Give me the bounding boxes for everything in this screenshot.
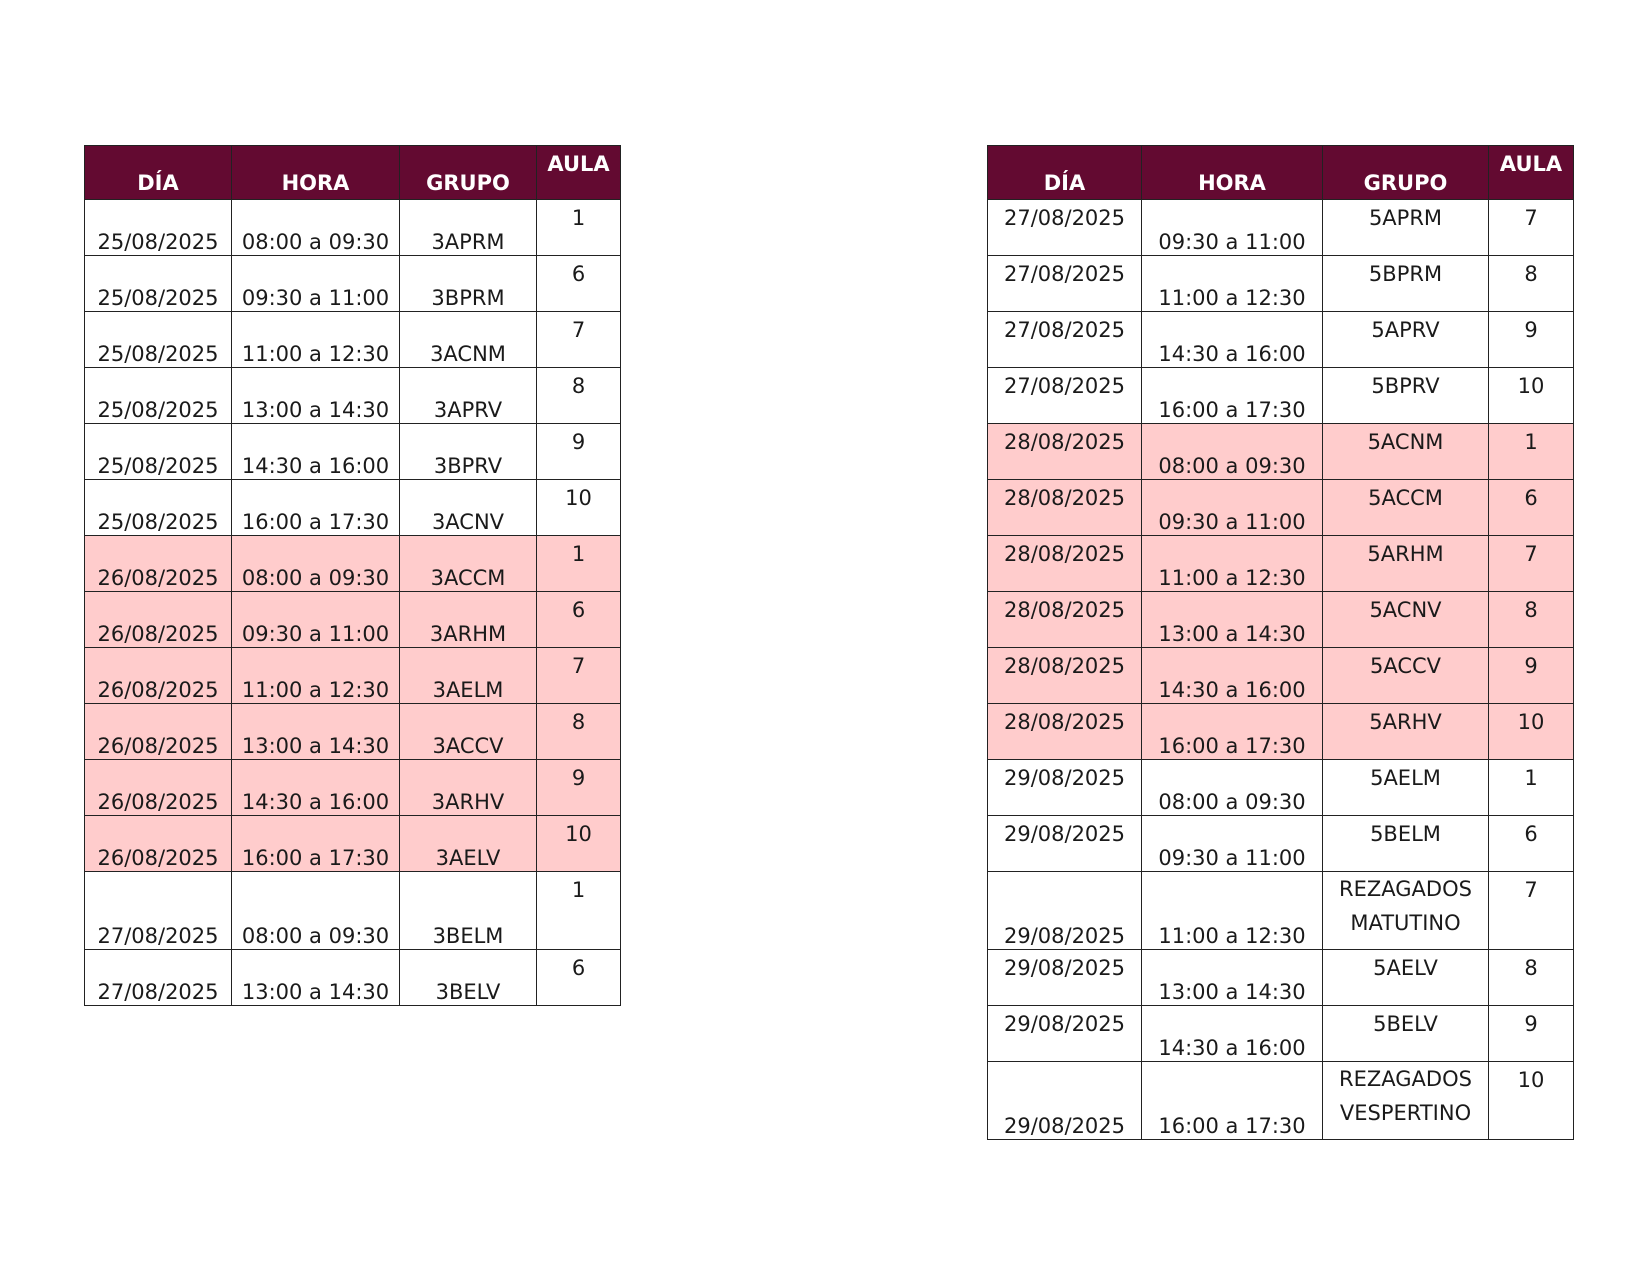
cell-hora: 13:00 a 14:30	[232, 704, 400, 760]
table-row	[85, 704, 621, 760]
header-aula: AULA	[1489, 146, 1574, 200]
table-row	[988, 950, 1574, 1006]
table-row	[85, 950, 621, 1006]
cell-hora: 14:30 a 16:00	[1142, 648, 1323, 704]
cell-grupo: 5BELM	[1323, 816, 1489, 872]
cell-aula: 8	[537, 368, 621, 424]
table-row	[988, 760, 1574, 816]
table-row	[85, 592, 621, 648]
table-row	[85, 200, 621, 256]
cell-hora: 11:00 a 12:30	[1142, 536, 1323, 592]
cell-grupo: 3ACCV	[400, 704, 537, 760]
cell-grupo: 3AELV	[400, 816, 537, 872]
table-row	[85, 424, 621, 480]
cell-grupo: 3BELM	[400, 872, 537, 950]
cell-dia: 26/08/2025	[85, 760, 232, 816]
header-dia: DÍA	[988, 146, 1142, 200]
cell-aula: 9	[537, 760, 621, 816]
cell-grupo: 3ACCM	[400, 536, 537, 592]
cell-grupo: 3BPRM	[400, 256, 537, 312]
cell-hora: 08:00 a 09:30	[232, 872, 400, 950]
header-grupo: GRUPO	[1323, 146, 1489, 200]
table-row	[988, 1062, 1574, 1140]
cell-hora: 16:00 a 17:30	[232, 480, 400, 536]
cell-grupo: 5AELV	[1323, 950, 1489, 1006]
cell-aula: 6	[1489, 480, 1574, 536]
cell-aula: 10	[537, 816, 621, 872]
header-row	[988, 146, 1574, 200]
table-row	[988, 592, 1574, 648]
header-hora: HORA	[1142, 146, 1323, 200]
cell-aula: 6	[537, 256, 621, 312]
table-row	[988, 312, 1574, 368]
cell-aula: 8	[1489, 256, 1574, 312]
cell-dia: 29/08/2025	[988, 1062, 1142, 1140]
cell-grupo: 3APRM	[400, 200, 537, 256]
cell-hora: 11:00 a 12:30	[232, 312, 400, 368]
cell-aula: 9	[1489, 1006, 1574, 1062]
cell-hora: 09:30 a 11:00	[1142, 480, 1323, 536]
cell-dia: 28/08/2025	[988, 480, 1142, 536]
cell-hora: 08:00 a 09:30	[1142, 760, 1323, 816]
cell-dia: 28/08/2025	[988, 424, 1142, 480]
cell-aula: 10	[1489, 704, 1574, 760]
cell-dia: 28/08/2025	[988, 592, 1142, 648]
table-row	[85, 760, 621, 816]
cell-aula: 6	[537, 592, 621, 648]
cell-aula: 8	[1489, 950, 1574, 1006]
cell-grupo: 3ARHV	[400, 760, 537, 816]
cell-grupo: 5ARHV	[1323, 704, 1489, 760]
cell-dia: 28/08/2025	[988, 704, 1142, 760]
right-table-body	[988, 200, 1574, 1140]
cell-grupo: REZAGADOS MATUTINO	[1323, 872, 1489, 950]
table-row	[988, 648, 1574, 704]
cell-hora: 11:00 a 12:30	[1142, 872, 1323, 950]
cell-aula: 9	[537, 424, 621, 480]
cell-dia: 27/08/2025	[988, 200, 1142, 256]
header-hora: HORA	[232, 146, 400, 200]
cell-hora: 11:00 a 12:30	[232, 648, 400, 704]
cell-aula: 10	[537, 480, 621, 536]
cell-dia: 26/08/2025	[85, 592, 232, 648]
cell-grupo: 5AELM	[1323, 760, 1489, 816]
cell-hora: 14:30 a 16:00	[1142, 312, 1323, 368]
cell-dia: 27/08/2025	[85, 950, 232, 1006]
table-row	[85, 872, 621, 950]
cell-aula: 1	[1489, 424, 1574, 480]
header-dia: DÍA	[85, 146, 232, 200]
cell-dia: 27/08/2025	[988, 256, 1142, 312]
cell-aula: 7	[537, 648, 621, 704]
cell-grupo: 3BPRV	[400, 424, 537, 480]
cell-dia: 27/08/2025	[85, 872, 232, 950]
cell-hora: 13:00 a 14:30	[232, 368, 400, 424]
cell-hora: 09:30 a 11:00	[232, 592, 400, 648]
cell-hora: 11:00 a 12:30	[1142, 256, 1323, 312]
table-row	[988, 368, 1574, 424]
table-row	[85, 312, 621, 368]
cell-aula: 1	[1489, 760, 1574, 816]
cell-hora: 16:00 a 17:30	[1142, 704, 1323, 760]
cell-hora: 09:30 a 11:00	[232, 256, 400, 312]
cell-dia: 26/08/2025	[85, 704, 232, 760]
cell-aula: 6	[1489, 816, 1574, 872]
cell-dia: 28/08/2025	[988, 648, 1142, 704]
cell-grupo: 5BPRM	[1323, 256, 1489, 312]
cell-hora: 16:00 a 17:30	[232, 816, 400, 872]
cell-dia: 27/08/2025	[988, 368, 1142, 424]
cell-grupo: 5ACCM	[1323, 480, 1489, 536]
table-row	[988, 200, 1574, 256]
cell-grupo: 3ARHM	[400, 592, 537, 648]
cell-dia: 29/08/2025	[988, 816, 1142, 872]
cell-grupo: 5ACCV	[1323, 648, 1489, 704]
cell-dia: 26/08/2025	[85, 816, 232, 872]
table-row	[988, 256, 1574, 312]
cell-grupo: 5ACNV	[1323, 592, 1489, 648]
cell-aula: 1	[537, 872, 621, 950]
cell-grupo: 5ACNM	[1323, 424, 1489, 480]
table-row	[85, 648, 621, 704]
cell-grupo: 5APRV	[1323, 312, 1489, 368]
cell-dia: 25/08/2025	[85, 368, 232, 424]
cell-dia: 25/08/2025	[85, 480, 232, 536]
table-row	[988, 816, 1574, 872]
left-table-body	[85, 200, 621, 1006]
cell-dia: 29/08/2025	[988, 1006, 1142, 1062]
cell-dia: 26/08/2025	[85, 536, 232, 592]
cell-dia: 25/08/2025	[85, 312, 232, 368]
table-row	[85, 536, 621, 592]
cell-aula: 10	[1489, 368, 1574, 424]
cell-aula: 6	[537, 950, 621, 1006]
cell-grupo: 5ARHM	[1323, 536, 1489, 592]
cell-dia: 25/08/2025	[85, 200, 232, 256]
cell-hora: 14:30 a 16:00	[1142, 1006, 1323, 1062]
cell-hora: 09:30 a 11:00	[1142, 200, 1323, 256]
table-row	[988, 536, 1574, 592]
table-row	[988, 1006, 1574, 1062]
table-row	[85, 480, 621, 536]
cell-dia: 29/08/2025	[988, 872, 1142, 950]
cell-grupo: 3AELM	[400, 648, 537, 704]
cell-hora: 14:30 a 16:00	[232, 424, 400, 480]
cell-grupo: 3ACNM	[400, 312, 537, 368]
cell-aula: 1	[537, 200, 621, 256]
table-row	[85, 256, 621, 312]
cell-aula: 10	[1489, 1062, 1574, 1140]
table-row	[988, 424, 1574, 480]
header-row	[85, 146, 621, 200]
table-row	[988, 704, 1574, 760]
cell-hora: 13:00 a 14:30	[232, 950, 400, 1006]
cell-grupo: 5APRM	[1323, 200, 1489, 256]
cell-aula: 9	[1489, 312, 1574, 368]
cell-hora: 13:00 a 14:30	[1142, 950, 1323, 1006]
cell-grupo: 3ACNV	[400, 480, 537, 536]
cell-grupo: REZAGADOS VESPERTINO	[1323, 1062, 1489, 1140]
cell-hora: 16:00 a 17:30	[1142, 1062, 1323, 1140]
cell-hora: 16:00 a 17:30	[1142, 368, 1323, 424]
cell-grupo: 5BPRV	[1323, 368, 1489, 424]
table-row	[85, 368, 621, 424]
cell-dia: 29/08/2025	[988, 950, 1142, 1006]
cell-grupo: 3APRV	[400, 368, 537, 424]
cell-grupo: 3BELV	[400, 950, 537, 1006]
cell-dia: 25/08/2025	[85, 424, 232, 480]
cell-aula: 7	[537, 312, 621, 368]
cell-dia: 28/08/2025	[988, 536, 1142, 592]
cell-aula: 8	[1489, 592, 1574, 648]
schedule-table-left	[84, 145, 621, 1006]
cell-hora: 13:00 a 14:30	[1142, 592, 1323, 648]
cell-grupo: 5BELV	[1323, 1006, 1489, 1062]
cell-aula: 7	[1489, 872, 1574, 950]
cell-aula: 9	[1489, 648, 1574, 704]
cell-hora: 08:00 a 09:30	[232, 200, 400, 256]
cell-hora: 08:00 a 09:30	[232, 536, 400, 592]
cell-dia: 27/08/2025	[988, 312, 1142, 368]
header-grupo: GRUPO	[400, 146, 537, 200]
table-row	[988, 872, 1574, 950]
header-aula: AULA	[537, 146, 621, 200]
cell-aula: 7	[1489, 200, 1574, 256]
schedule-table-right	[987, 145, 1574, 1140]
cell-dia: 25/08/2025	[85, 256, 232, 312]
table-row	[85, 816, 621, 872]
cell-hora: 08:00 a 09:30	[1142, 424, 1323, 480]
cell-dia: 29/08/2025	[988, 760, 1142, 816]
cell-dia: 26/08/2025	[85, 648, 232, 704]
cell-aula: 7	[1489, 536, 1574, 592]
table-row	[988, 480, 1574, 536]
cell-hora: 09:30 a 11:00	[1142, 816, 1323, 872]
cell-hora: 14:30 a 16:00	[232, 760, 400, 816]
cell-aula: 1	[537, 536, 621, 592]
cell-aula: 8	[537, 704, 621, 760]
